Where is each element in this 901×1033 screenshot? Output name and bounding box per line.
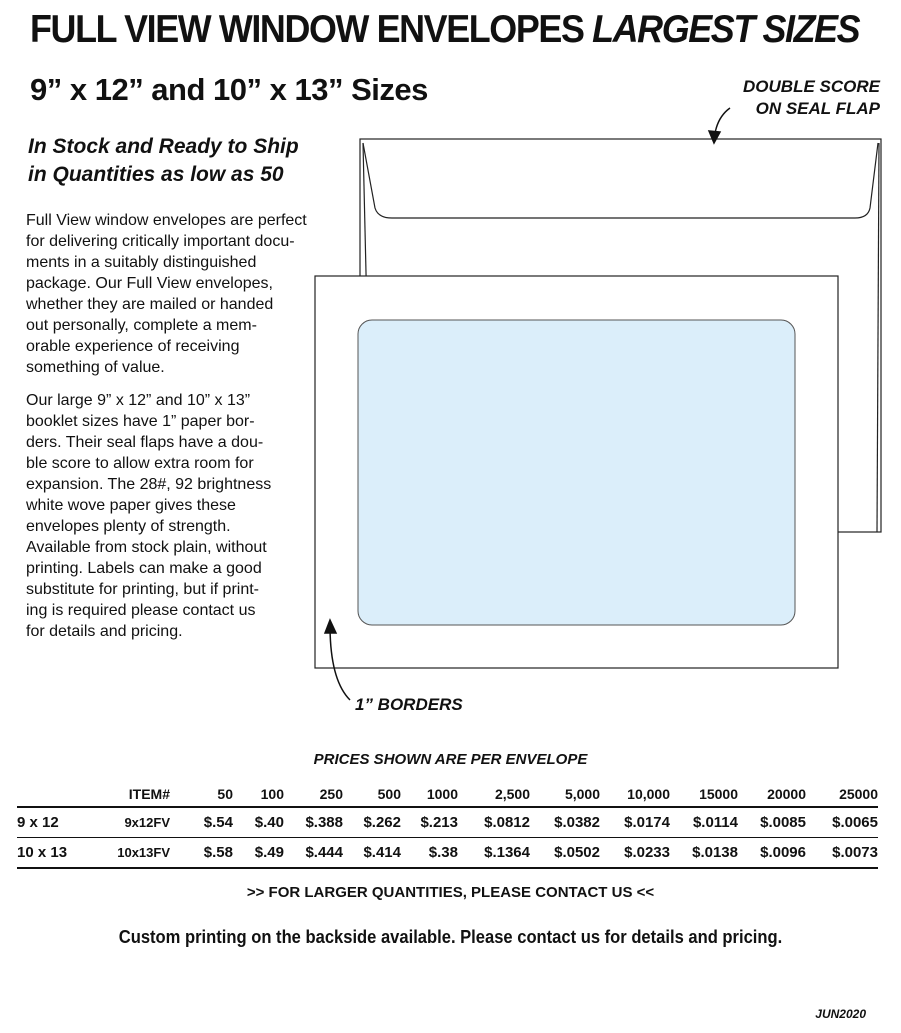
column-header: 10,000 (627, 785, 670, 802)
column-header (17, 781, 77, 807)
para-line: substitute for printing, but if print- (26, 581, 259, 598)
table-cell: $.1364 (458, 838, 530, 869)
para-line: booklet sizes have 1” paper bor- (26, 413, 255, 430)
table-cell: $.0382 (530, 807, 600, 838)
page-subtitle: 9” x 12” and 10” x 13” Sizes (30, 72, 428, 107)
table-cell: $.49 (233, 838, 284, 869)
column-header: 25000 (839, 785, 878, 802)
column-header: 20000 (767, 785, 806, 802)
table-header-row (17, 781, 878, 807)
para-line: ing is required please contact us (26, 602, 256, 619)
table-cell: $.0812 (458, 807, 530, 838)
column-header: 1000 (426, 785, 458, 802)
table-cell: 9 x 12 (17, 807, 77, 838)
para-line: white wove paper gives these (26, 497, 236, 514)
front-envelope (315, 276, 838, 668)
table-cell: $.0174 (600, 807, 670, 838)
column-header: 100 (260, 785, 284, 802)
table-cell: $.388 (284, 807, 343, 838)
table-cell: $.0065 (806, 807, 878, 838)
table-cell: $.414 (343, 838, 401, 869)
para-line: printing. Labels can make a good (26, 560, 262, 577)
table-cell: $.0502 (530, 838, 600, 869)
table-cell: $.0114 (670, 807, 738, 838)
para-line: out personally, complete a mem- (26, 317, 257, 334)
prices-note: PRICES SHOWN ARE PER ENVELOPE (313, 751, 588, 768)
table-cell: $.40 (233, 807, 284, 838)
column-header: 50 (217, 785, 233, 802)
table-cell: $.0073 (806, 838, 878, 869)
title-main: FULL VIEW WINDOW ENVELOPES (30, 8, 584, 51)
window-panel (358, 320, 795, 625)
table-cell: $.54 (170, 807, 233, 838)
table-cell: 9x12FV (77, 807, 170, 838)
para-line: for delivering critically important docu- (26, 233, 295, 250)
para-line: something of value. (26, 359, 165, 376)
price-table (17, 781, 878, 869)
para-line: ders. Their seal flaps have a dou- (26, 434, 264, 451)
column-header: 15000 (699, 785, 738, 802)
table-cell: $.38 (401, 838, 458, 869)
table-cell: $.58 (170, 838, 233, 869)
callout-line-1: DOUBLE SCORE (743, 77, 880, 96)
title-emphasis: LARGEST SIZES (592, 8, 860, 51)
seal-flap-callout (705, 76, 880, 120)
para-line: ble score to allow extra room for (26, 455, 254, 472)
column-header: 250 (319, 785, 343, 802)
para-line: package. Our Full View envelopes, (26, 275, 273, 292)
table-cell: $.0096 (738, 838, 806, 869)
para-line: expansion. The 28#, 92 brightness (26, 476, 272, 493)
table-cell: 10x13FV (77, 838, 170, 869)
table-cell: $.213 (401, 807, 458, 838)
column-header: 2,500 (494, 785, 530, 802)
tagline-line-1: In Stock and Ready to Ship (28, 135, 299, 158)
para-line: Full View window envelopes are perfect (26, 212, 307, 229)
callout-line-2: ON SEAL FLAP (755, 99, 880, 118)
column-header: 5,000 (564, 785, 600, 802)
para-line: Available from stock plain, without (26, 539, 267, 556)
contact-note: >> FOR LARGER QUANTITIES, PLEASE CONTACT US << (246, 884, 655, 901)
para-line: whether they are mailed or handed (26, 296, 274, 313)
table-cell: $.0233 (600, 838, 670, 869)
para-line: orable experience of receiving (26, 338, 240, 355)
custom-printing-note: Custom printing on the backside available. Please contact us for details and pricing. (118, 927, 783, 947)
para-line: envelopes plenty of strength. (26, 518, 231, 535)
para-line: ments in a suitably distinguished (26, 254, 257, 271)
para-line: Our large 9” x 12” and 10” x 13” (26, 392, 251, 409)
table-cell: $.444 (284, 838, 343, 869)
column-header: 500 (377, 785, 401, 802)
table-row (17, 807, 878, 838)
column-header: ITEM# (128, 785, 170, 802)
table-row (17, 838, 878, 869)
borders-callout: 1” BORDERS (355, 695, 463, 714)
table-cell: $.0138 (670, 838, 738, 869)
para-line: for details and pricing. (26, 623, 183, 640)
table-cell: 10 x 13 (17, 838, 77, 869)
date-code: JUN2020 (815, 1007, 866, 1021)
tagline-line-2: in Quantities as low as 50 (28, 163, 284, 186)
table-cell: $.262 (343, 807, 401, 838)
table-cell: $.0085 (738, 807, 806, 838)
